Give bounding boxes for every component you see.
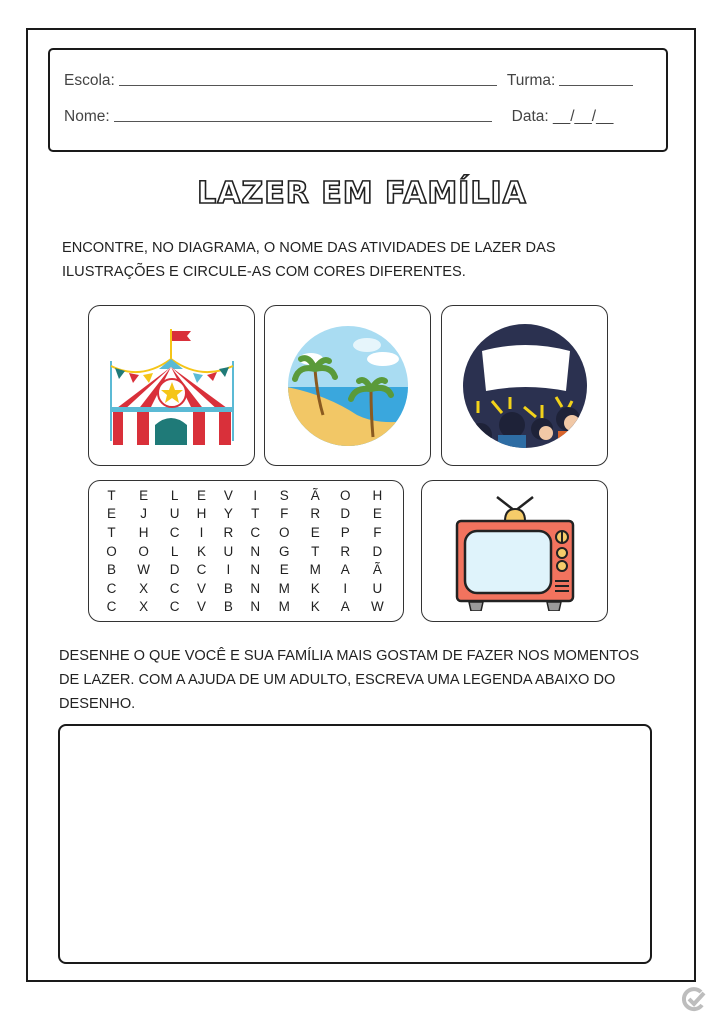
beach-icon bbox=[287, 325, 409, 447]
word-search-letter[interactable]: B bbox=[223, 599, 233, 615]
word-search-letter[interactable]: O bbox=[106, 543, 117, 559]
word-search-letter[interactable]: E bbox=[196, 487, 206, 503]
word-search-letter[interactable]: Y bbox=[223, 506, 233, 522]
word-search-letter[interactable]: U bbox=[223, 543, 234, 559]
word-search-letter[interactable]: I bbox=[253, 487, 258, 503]
word-search-letter[interactable]: V bbox=[196, 580, 206, 596]
word-search-letter[interactable]: R bbox=[340, 543, 351, 559]
word-search-letter[interactable]: H bbox=[372, 487, 383, 503]
word-search-letter[interactable]: H bbox=[138, 524, 149, 540]
word-search-letter[interactable]: T bbox=[107, 524, 116, 540]
word-search-letter[interactable]: W bbox=[371, 599, 384, 615]
page-title: LAZER EM FAMÍLIA bbox=[197, 176, 527, 211]
word-search-row bbox=[97, 542, 395, 561]
word-search-letter[interactable]: T bbox=[311, 543, 320, 559]
television-icon bbox=[453, 491, 577, 611]
word-search-letter[interactable]: N bbox=[250, 543, 261, 559]
word-search-letter[interactable]: A bbox=[340, 562, 350, 578]
word-search-letter[interactable]: I bbox=[226, 562, 231, 578]
word-search-row bbox=[97, 579, 395, 598]
word-search-table bbox=[97, 486, 395, 616]
drawing-area[interactable] bbox=[58, 724, 652, 964]
word-search-letter[interactable]: F bbox=[280, 506, 289, 522]
word-search-letter[interactable]: E bbox=[279, 562, 289, 578]
class-field[interactable] bbox=[559, 84, 633, 86]
word-search-letter[interactable]: T bbox=[251, 506, 260, 522]
word-search-letter[interactable]: N bbox=[250, 562, 261, 578]
word-search-letter[interactable]: H bbox=[196, 506, 207, 522]
word-search-letter[interactable]: X bbox=[139, 599, 149, 615]
word-search-letter[interactable]: O bbox=[278, 524, 290, 540]
name-row bbox=[64, 108, 646, 126]
word-search-letter[interactable]: B bbox=[106, 562, 116, 578]
word-search-letter[interactable]: E bbox=[310, 524, 320, 540]
word-search-letter[interactable]: E bbox=[139, 487, 149, 503]
word-search-letter[interactable]: I bbox=[343, 580, 348, 596]
word-search-letter[interactable]: V bbox=[196, 599, 206, 615]
word-search-letter[interactable]: U bbox=[372, 580, 383, 596]
word-search-letter[interactable]: D bbox=[340, 506, 351, 522]
word-search-letter[interactable]: E bbox=[372, 506, 382, 522]
date-field[interactable]: Data: __/__/__ bbox=[511, 108, 614, 125]
word-search-letter[interactable]: C bbox=[196, 562, 207, 578]
name-label: Nome: bbox=[64, 108, 110, 125]
word-search-letter[interactable]: R bbox=[223, 524, 234, 540]
word-search-letter[interactable]: M bbox=[309, 562, 321, 578]
word-search-letter[interactable]: N bbox=[250, 599, 261, 615]
word-search-letter[interactable]: O bbox=[340, 487, 351, 503]
word-search-letter[interactable]: Ã bbox=[310, 487, 320, 503]
illustration-beach bbox=[264, 305, 431, 466]
word-search-letter[interactable]: W bbox=[137, 562, 150, 578]
word-search-letter[interactable]: T bbox=[107, 487, 116, 503]
school-field[interactable] bbox=[119, 84, 497, 86]
word-search-letter[interactable]: V bbox=[223, 487, 233, 503]
illustration-television bbox=[421, 480, 608, 622]
name-field[interactable] bbox=[114, 120, 492, 122]
word-search-letter[interactable]: F bbox=[373, 524, 382, 540]
word-search-letter[interactable]: K bbox=[196, 543, 206, 559]
word-search-letter[interactable]: D bbox=[372, 543, 383, 559]
word-search-letter[interactable]: J bbox=[140, 506, 147, 522]
word-search-letter[interactable]: K bbox=[310, 580, 320, 596]
word-search-letter[interactable]: L bbox=[170, 543, 179, 559]
class-label: Turma: bbox=[506, 72, 556, 89]
school-label: Escola: bbox=[64, 72, 115, 89]
word-search-letter[interactable]: M bbox=[278, 599, 290, 615]
word-search-letter[interactable]: C bbox=[169, 524, 180, 540]
word-search-letter[interactable]: L bbox=[170, 487, 179, 503]
word-search-letter[interactable]: G bbox=[278, 543, 290, 559]
word-search-letter[interactable]: C bbox=[169, 599, 180, 615]
word-search-letter[interactable]: D bbox=[169, 562, 180, 578]
school-row bbox=[64, 72, 646, 90]
word-search-letter[interactable]: X bbox=[139, 580, 149, 596]
illustration-cinema bbox=[441, 305, 608, 466]
word-search-letter[interactable]: U bbox=[169, 506, 180, 522]
word-search-letter[interactable]: M bbox=[278, 580, 290, 596]
word-search-letter[interactable]: E bbox=[106, 506, 116, 522]
student-info-box bbox=[48, 48, 668, 152]
word-search-letter[interactable]: C bbox=[250, 524, 261, 540]
word-search-row bbox=[97, 505, 395, 524]
word-search-letter[interactable]: I bbox=[199, 524, 204, 540]
word-search-row bbox=[97, 523, 395, 542]
instruction-draw: DESENHE O QUE VOCÊ E SUA FAMÍLIA MAIS GOSTAM DE FAZER NOS MOMENTOS DE LAZER. COM A AJUDA DE UM ADULTO, ESCREVA UMA LEGENDA ABAIXO DO DESENHO. bbox=[59, 648, 640, 712]
word-search-letter[interactable]: Ã bbox=[372, 562, 382, 578]
word-search-letter[interactable]: C bbox=[169, 580, 180, 596]
word-search-grid[interactable] bbox=[88, 480, 404, 622]
word-search-row bbox=[97, 560, 395, 579]
word-search-letter[interactable]: R bbox=[310, 506, 321, 522]
cinema-icon bbox=[462, 323, 588, 449]
instruction-find: ENCONTRE, NO DIAGRAMA, O NOME DAS ATIVIDADES DE LAZER DAS ILUSTRAÇÕES E CIRCULE-AS COM CORES DIFERENTES. bbox=[62, 240, 556, 280]
word-search-row bbox=[97, 486, 395, 505]
word-search-letter[interactable]: C bbox=[106, 599, 117, 615]
checkmark-logo-icon bbox=[680, 985, 708, 1013]
word-search-letter[interactable]: O bbox=[138, 543, 149, 559]
word-search-letter[interactable]: B bbox=[223, 580, 233, 596]
word-search-letter[interactable]: N bbox=[250, 580, 261, 596]
circus-tent-icon bbox=[107, 321, 237, 451]
word-search-letter[interactable]: K bbox=[310, 599, 320, 615]
illustration-circus bbox=[88, 305, 255, 466]
word-search-letter[interactable]: A bbox=[340, 599, 350, 615]
word-search-row bbox=[97, 598, 395, 617]
word-search-letter[interactable]: P bbox=[340, 524, 350, 540]
word-search-letter[interactable]: C bbox=[106, 580, 117, 596]
word-search-letter[interactable]: S bbox=[279, 487, 289, 503]
